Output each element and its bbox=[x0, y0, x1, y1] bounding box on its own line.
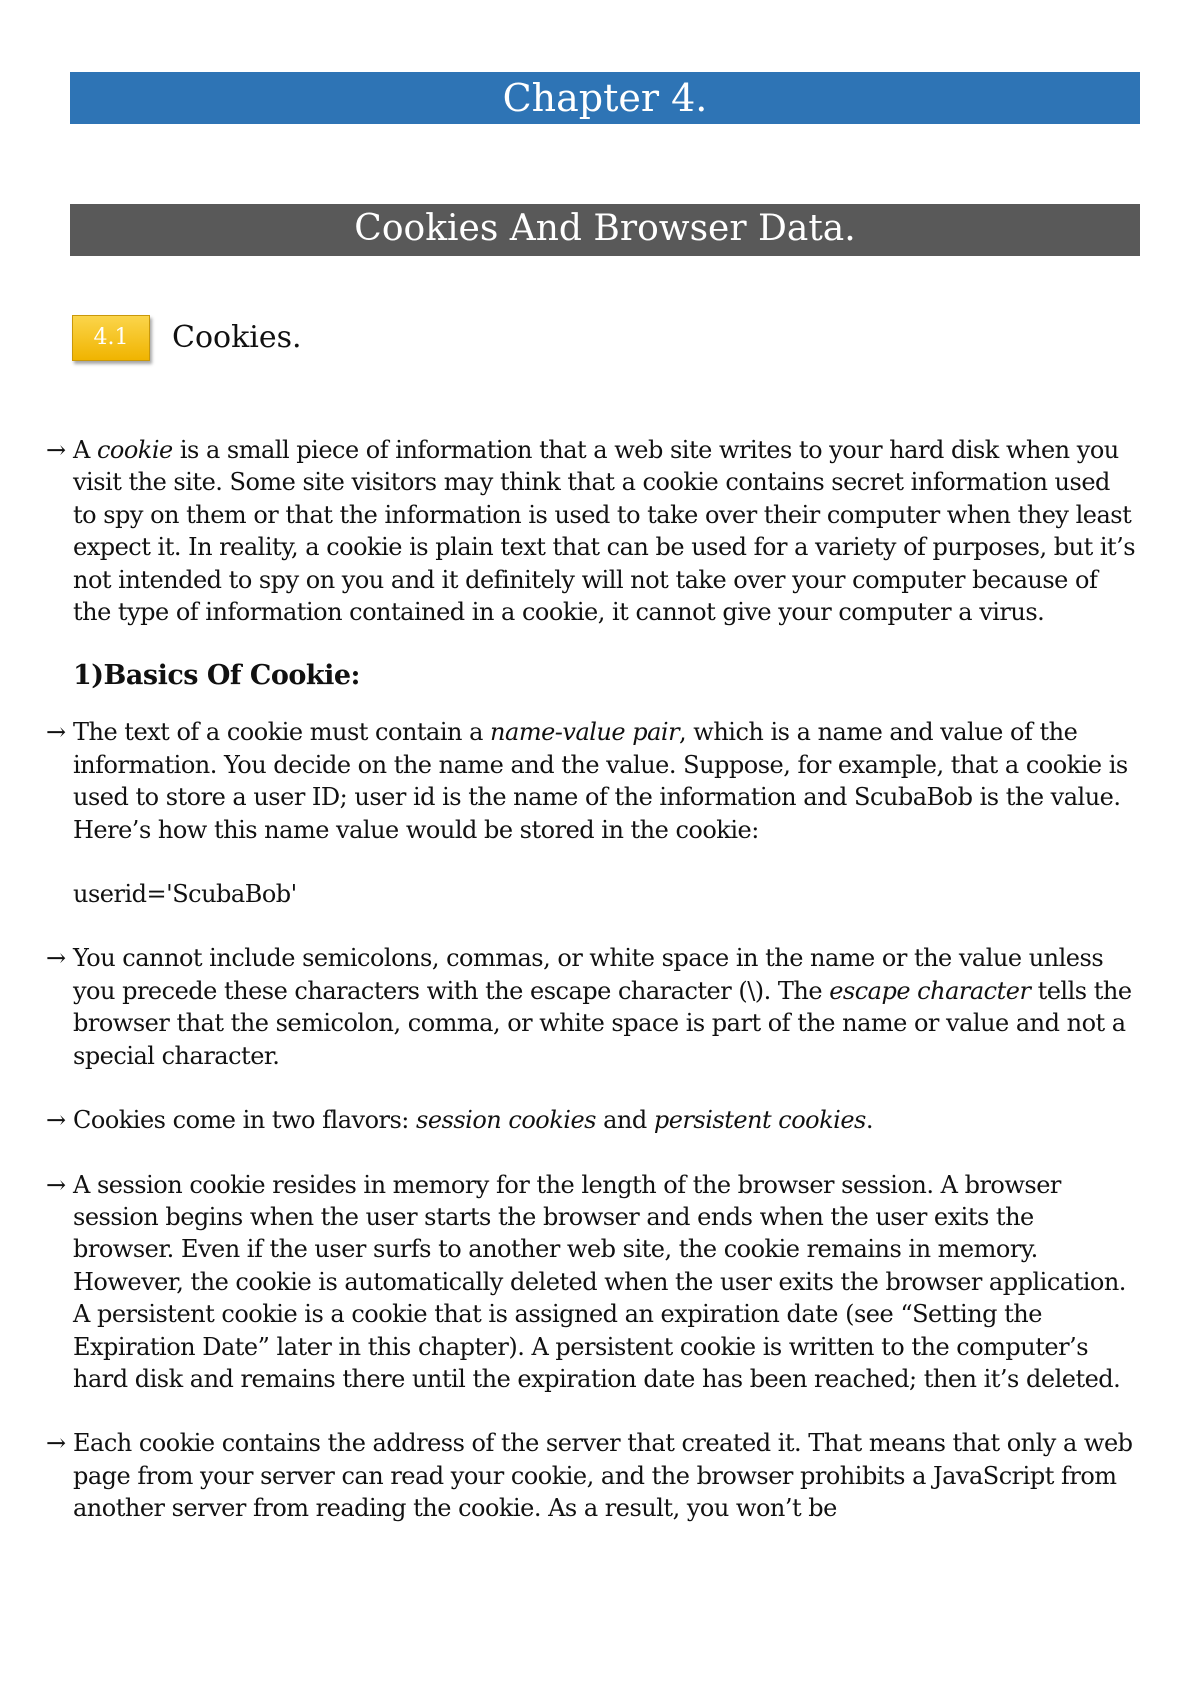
paragraph-session-cookie bbox=[46, 1169, 1140, 1396]
paragraph-text: A cookie is a small piece of information that a web site writes to your hard disk when you visit the site. Some site visitors may think that a cookie contains secret information used to spy on them or that the information is used to take over their computer when they least expect it. In reality, a cookie is plain text that can be used for a variety of purposes, but it’s not intended to spy on you and it definitely will not take over your computer because of the type of information contained in a cookie, it cannot give your computer a virus. bbox=[73, 436, 1136, 627]
arrow-bullet-icon: → bbox=[46, 1170, 66, 1199]
paragraph-text: The text of a cookie must contain a name-value pair, which is a name and value of the information. You decide on the name and the value. Suppose, for example, that a cookie is used to store a user ID; user id is the name of the information and ScubaBob is the value. bbox=[73, 718, 1128, 812]
paragraph-escape-character bbox=[46, 942, 1140, 1072]
arrow-bullet-icon: → bbox=[46, 944, 66, 973]
arrow-bullet-icon: → bbox=[46, 1429, 66, 1458]
arrow-bullet-icon: → bbox=[46, 436, 66, 464]
paragraph-cookie-definition bbox=[46, 434, 1140, 628]
chapter-title: Cookies And Browser Data. bbox=[70, 204, 1140, 256]
section-title: Cookies. bbox=[172, 320, 302, 355]
paragraph-text: Cookies come in two flavors: session cookies and persistent cookies. bbox=[73, 1106, 874, 1135]
paragraph-name-value-pair bbox=[46, 716, 1140, 846]
paragraph-server-address bbox=[46, 1427, 1140, 1524]
paragraph-text: Each cookie contains the address of the server that created it. That means that only a web page from your server can read your cookie, and the browser prohibits a JavaScript from another server from reading the cookie. As a result, you won’t be bbox=[73, 1429, 1133, 1523]
document-body bbox=[46, 434, 1140, 1557]
arrow-bullet-icon: → bbox=[46, 718, 66, 747]
chapter-heading: Chapter 4. bbox=[70, 72, 1140, 124]
code-example: userid='ScubaBob' bbox=[73, 880, 297, 909]
section-number-badge: 4.1 bbox=[72, 315, 150, 361]
paragraph-text: You cannot include semicolons, commas, or white space in the name or the value unless you precede these characters with the escape character (\). The escape character tells the browser that the semicolon, comma, or white space is part of the name or value and not a special character. bbox=[73, 944, 1132, 1070]
paragraph-text: A session cookie resides in memory for the length of the browser session. A browser session begins when the user starts the browser and ends when the user exits the browser. Even if the user surfs to another web site, the cookie remains in memory. However, the cookie is automatically deleted when the user exits the browser application. A persistent cookie is a cookie that is assigned an expiration date (see “Setting the Expiration Date” later in this chapter). A persistent cookie is written to the computer’s hard disk and remains there until the expiration date has been reached; then it’s deleted. bbox=[73, 1170, 1126, 1393]
paragraph-text-line: Here’s how this name value would be stored in the cookie: bbox=[73, 815, 759, 844]
paragraph-cookie-flavors bbox=[46, 1104, 1140, 1136]
heading-basics-of-cookie: 1)Basics Of Cookie: bbox=[73, 660, 361, 692]
arrow-bullet-icon: → bbox=[46, 1106, 66, 1135]
